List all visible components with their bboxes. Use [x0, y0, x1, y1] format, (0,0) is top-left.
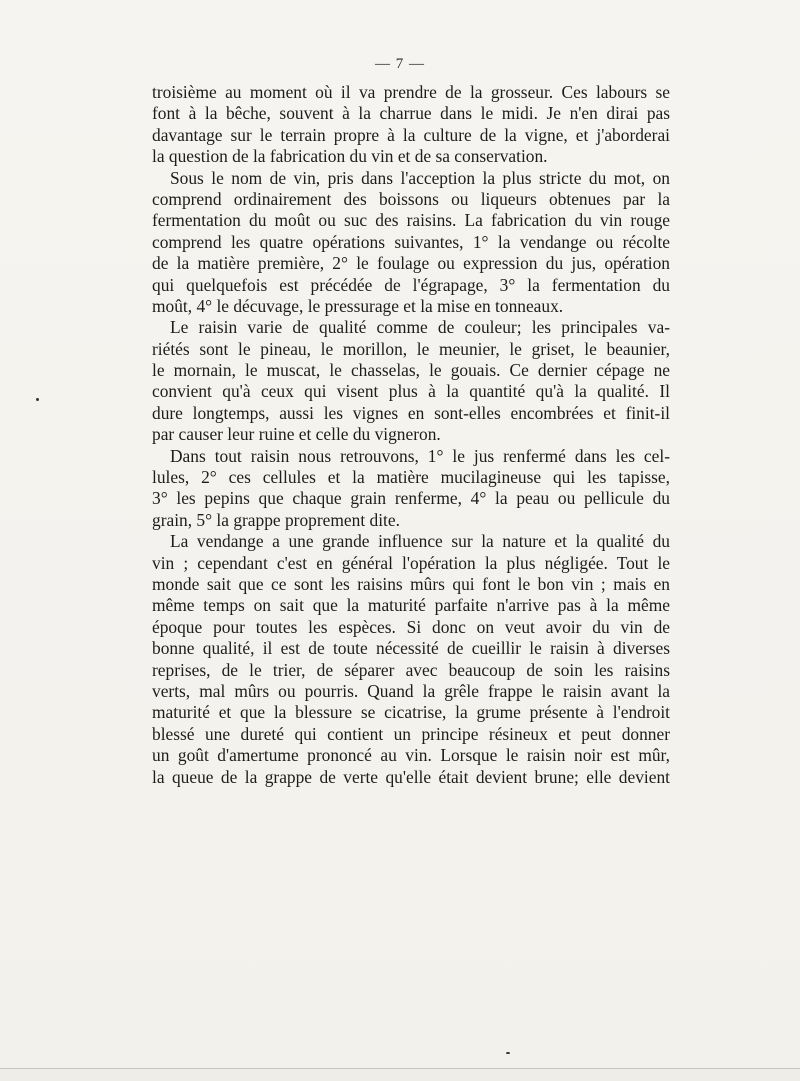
text-line: époque pour toutes les espèces. Si donc on veut avoir du vin de — [152, 616, 670, 637]
page-number: — 7 — — [375, 56, 425, 72]
text-line: La vendange a une grande influence sur la nature et la qualité du — [170, 531, 670, 552]
text-line: fermentation du moût ou suc des raisins. La fabrication du vin rouge — [152, 210, 670, 231]
text-line: bonne qualité, il est de toute nécessité de cueillir le raisin à diverses — [152, 638, 670, 659]
text-line: comprend les quatre opérations suivantes, 1° la vendange ou récolte — [152, 231, 670, 252]
text-line: la question de la fabrication du vin et de sa conservation. — [152, 146, 548, 167]
ink-speck — [36, 398, 39, 401]
text-line: même temps on sait que la maturité parfaite n'arrive pas à la même — [152, 595, 670, 616]
text-line: Le raisin varie de qualité comme de couleur; les principales va- — [170, 317, 670, 338]
body-text — [152, 82, 670, 788]
text-line: 3° les pepins que chaque grain renferme, 4° la peau ou pellicule du — [152, 488, 670, 509]
text-line: grain, 5° la grappe proprement dite. — [152, 509, 400, 530]
text-line: Dans tout raisin nous retrouvons, 1° le jus renfermé dans les cel- — [170, 445, 670, 466]
text-line: dure longtemps, aussi les vignes en sont-elles encombrées et finit-il — [152, 402, 670, 423]
text-line: la queue de la grappe de verte qu'elle était devient brune; elle devient — [152, 766, 670, 787]
text-line: le mornain, le muscat, le chasselas, le gouais. Ce dernier cépage ne — [152, 360, 670, 381]
text-line: maturité et que la blessure se cicatrise, la grume présente à l'endroit — [152, 702, 670, 723]
text-line: qui quelquefois est précédée de l'égrapage, 3° la fermentation du — [152, 274, 670, 295]
text-line: par causer leur ruine et celle du vigneron. — [152, 424, 441, 445]
text-line: Sous le nom de vin, pris dans l'acception la plus stricte du mot, on — [170, 167, 670, 188]
text-line: verts, mal mûrs ou pourris. Quand la grêle frappe le raisin avant la — [152, 680, 670, 701]
text-line: un goût d'amertume prononcé au vin. Lorsque le raisin noir est mûr, — [152, 745, 670, 766]
text-line: blessé une dureté qui contient un principe résineux et peut donner — [152, 723, 670, 744]
text-line: reprises, de le trier, de séparer avec beaucoup de soin les raisins — [152, 659, 670, 680]
text-line: de la matière première, 2° le foulage ou expression du jus, opération — [152, 253, 670, 274]
text-line: troisième au moment où il va prendre de la grosseur. Ces labours se — [152, 82, 670, 102]
ink-speck — [506, 1052, 510, 1054]
text-line: moût, 4° le décuvage, le pressurage et la mise en tonneaux. — [152, 295, 564, 316]
text-line: convient qu'à ceux qui visent plus à la quantité qu'à la qualité. Il — [152, 381, 670, 402]
text-line: font à la bêche, souvent à la charrue dans le midi. Je n'en dirai pas — [152, 103, 670, 124]
page-bottom-edge — [0, 1068, 800, 1081]
text-line: vin ; cependant c'est en général l'opération la plus négligée. Tout le — [152, 552, 670, 573]
text-line: comprend ordinairement des boissons ou liqueurs obtenues par la — [152, 188, 670, 209]
text-line: davantage sur le terrain propre à la culture de la vigne, et j'aborderai — [152, 124, 670, 145]
text-line: riétés sont le pineau, le morillon, le meunier, le griset, le beaunier, — [152, 338, 670, 359]
text-line: monde sait que ce sont les raisins mûrs qui font le bon vin ; mais en — [152, 573, 670, 594]
text-line: lules, 2° ces cellules et la matière mucilagineuse qui les tapisse, — [152, 467, 670, 488]
